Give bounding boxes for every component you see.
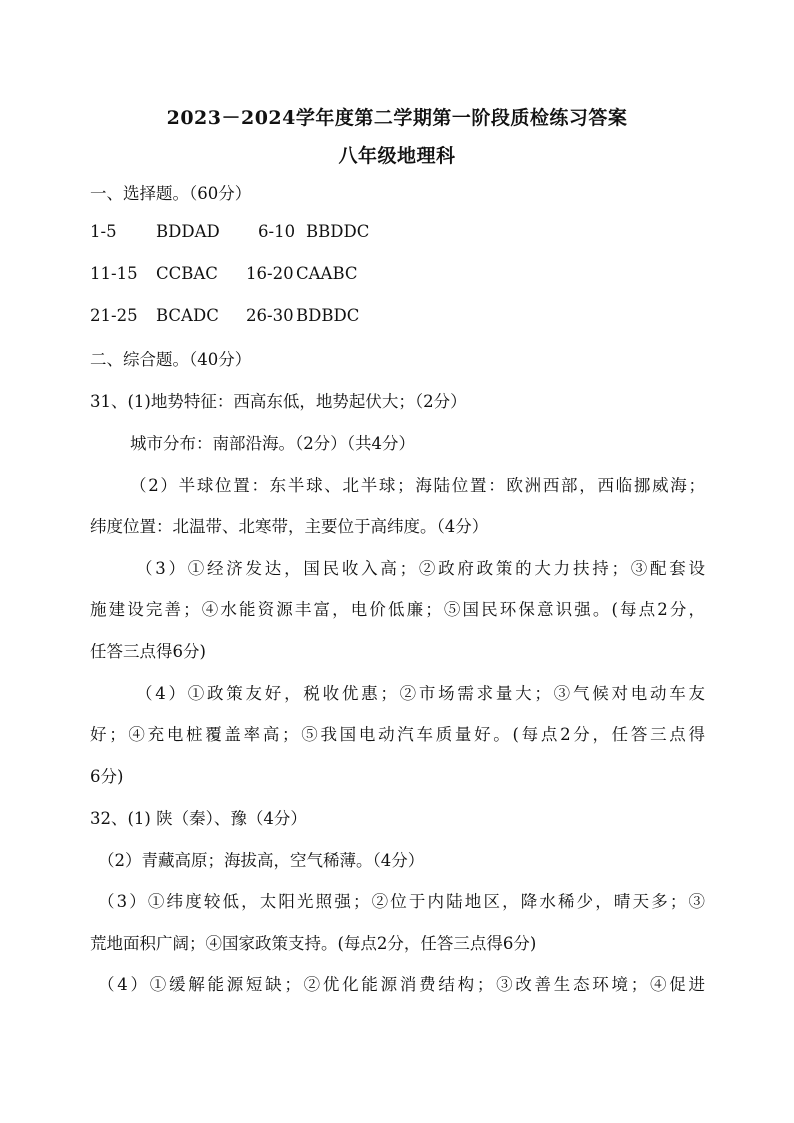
q31-line: 任答三点得6分) — [90, 642, 206, 661]
q31-line: 城市分布：南部沿海。（2分）（共4分） — [130, 434, 415, 453]
answer-keys: BDDAD — [156, 222, 220, 241]
answer-range: 6-10 — [258, 222, 296, 241]
q32-line: 32、(1) 陕（秦）、豫（4分） — [90, 809, 307, 828]
q31-line: （3）①经济发达，国民收入高；②政府政策的大力扶持；③配套设 — [136, 559, 705, 578]
q32-line: （4）①缓解能源短缺；②优化能源消费结构；③改善生态环境；④促进 — [98, 975, 705, 994]
answer-keys: BCADC — [156, 306, 219, 325]
q31-line: 纬度位置：北温带、北寒带，主要位于高纬度。（4分） — [90, 517, 489, 536]
q31-line: 31、(1)地势特征：西高东低，地势起伏大；（2分） — [90, 392, 467, 411]
document-title: 2023－2024学年度第二学期第一阶段质检练习答案 — [166, 107, 628, 129]
answer-range: 21-25 — [90, 306, 138, 325]
section-composite-heading: 二、综合题。（40分） — [90, 350, 252, 369]
answer-range: 1-5 — [90, 222, 117, 241]
q32-line: （3）①纬度较低，太阳光照强；②位于内陆地区，降水稀少，晴天多；③ — [98, 892, 705, 911]
q31-line: 6分) — [90, 767, 124, 786]
q31-line: 施建设完善；④水能资源丰富，电价低廉；⑤国民环保意识强。(每点2分， — [90, 600, 705, 619]
q32-line: 荒地面积广阔；④国家政策支持。(每点2分，任答三点得6分) — [90, 934, 537, 953]
answer-range: 11-15 — [90, 264, 138, 283]
answer-keys: BBDDC — [306, 222, 370, 241]
q32-line: （2）青藏高原；海拔高，空气稀薄。（4分） — [98, 851, 425, 870]
section-choice-heading: 一、选择题。（60分） — [90, 184, 252, 203]
answer-keys: CAABC — [296, 264, 358, 283]
q31-line: （4）①政策友好，税收优惠；②市场需求量大；③气候对电动车友 — [136, 684, 705, 703]
answer-range: 16-20 — [246, 264, 294, 283]
q31-line: （2）半球位置：东半球、北半球；海陆位置：欧洲西部，西临挪威海； — [130, 476, 705, 495]
document-subtitle: 八年级地理科 — [338, 145, 456, 167]
q31-line: 好；④充电桩覆盖率高；⑤我国电动汽车质量好。(每点2分，任答三点得 — [90, 725, 705, 744]
answer-keys: CCBAC — [156, 264, 218, 283]
answer-keys: BDBDC — [296, 306, 360, 325]
answer-range: 26-30 — [246, 306, 294, 325]
